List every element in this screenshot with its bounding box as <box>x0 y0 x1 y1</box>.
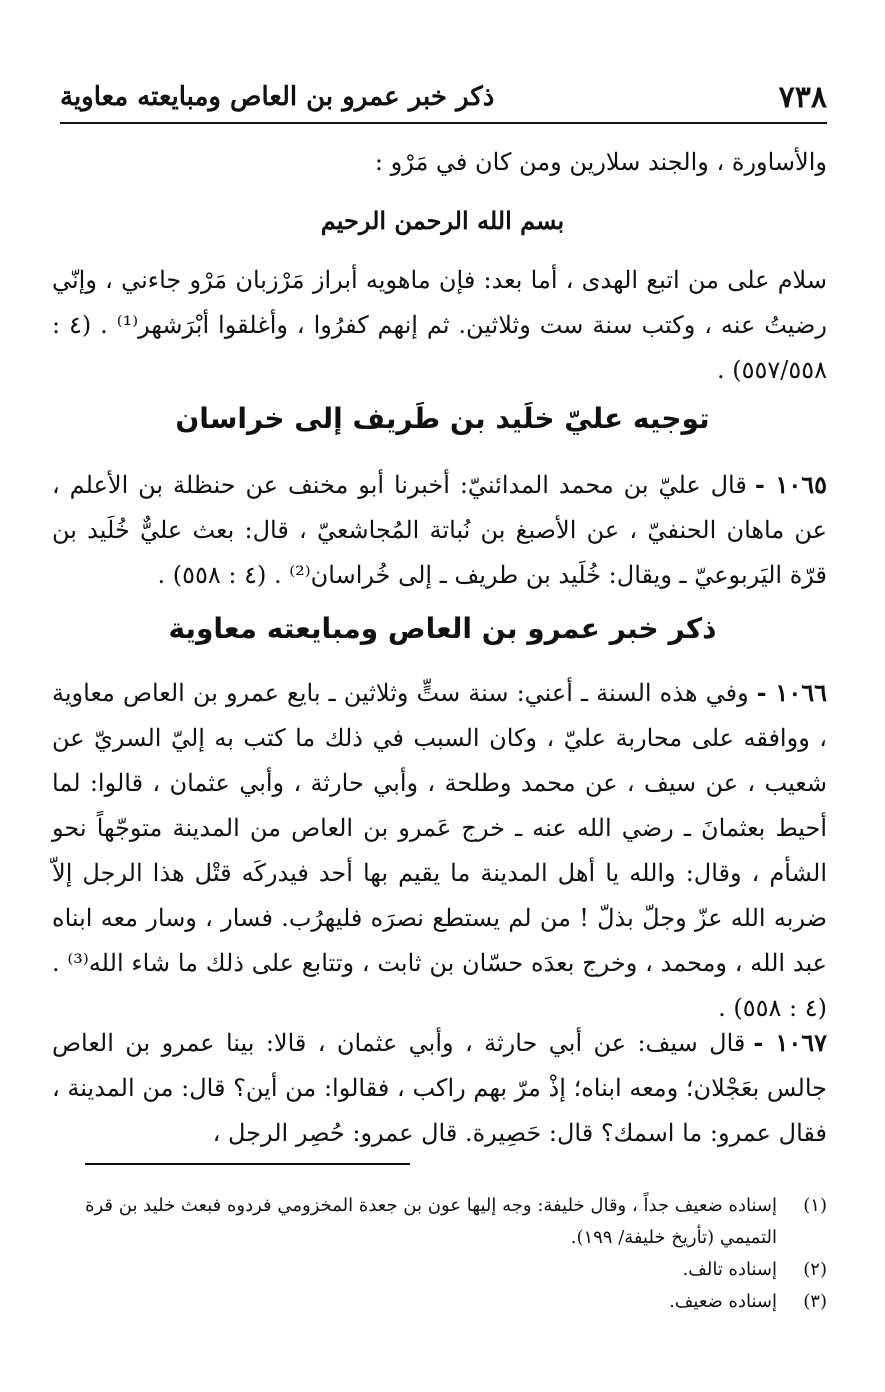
page-number: ٧٣٨ <box>778 80 827 115</box>
section-heading-2: ذكر خبر عمرو بن العاص ومبايعته معاوية <box>168 612 717 645</box>
footnote <box>40 1286 827 1318</box>
narration-1066 <box>52 670 827 1031</box>
page-header <box>60 70 827 118</box>
footnote-text: إسناده ضعيف جداً ، وقال خليفة: وجه إليها عون بن جعدة المخزومي فردوه فبعث خليد بن قرة التميمي (تأريخ خليفة/ ١٩٩). <box>85 1195 777 1248</box>
narration-number: ١٠٦٧ - <box>753 1028 827 1057</box>
narration-number: ١٠٦٥ - <box>754 470 827 499</box>
narration-text: قال عليّ بن محمد المدائنيّ: أخبرنا أبو مخنف عن حنظلة بن الأعلم ، عن ماهان الحنفيّ ، عن الأصبغ بن نُباتة المُجاشعيّ ، قال: بعث عليٌّ خُلَيد بن قرّة اليَربوعيّ ـ ويقال: خُلَيد بن طريف ـ إلى خُراسان⁽²⁾ . (٤ : ٥٥٨) . <box>52 471 827 589</box>
section-heading-1: توجيه عليّ خلَيد بن طَريف إلى خراسان <box>175 402 710 435</box>
narration-1065 <box>52 462 827 598</box>
footnote <box>40 1190 827 1254</box>
footnote <box>40 1254 827 1286</box>
narration-text: وفي هذه السنة ـ أعني: سنة ستٍّ وثلاثين ـ بايع عمرو بن العاص معاوية ، ووافقه على محاربة عليّ ، وكان السبب في ذلك ما كتب به إليّ السريّ عن شعيب ، عن سيف ، عن محمد وطلحة ، وأبي حارثة ، وأبي عثمان ، قالوا: لما أحيط بعثمانَ ـ رضي الله عنه ـ خرج عَمرو بن العاص من المدينة متوجّهاً نحو الشأم ، وقال: والله يا أهل المدينة ما يقيم بها أحد فيدركَه قتْل هذا الرجل إلاّ ضربه الله عزّ وجلّ بذلّ ! من لم يستطع نصرَه فليهرُب. فسار ، وسار معه ابناه عبد الله ، ومحمد ، وخرج بعدَه حسّان بن ثابت ، وتتابع على ذلك ما شاء الله⁽³⁾ . (٤ : ٥٥٨) . <box>52 679 828 1022</box>
narration-number: ١٠٦٦ - <box>756 678 827 707</box>
intro-line <box>52 140 827 185</box>
letter-text: سلام على من اتبع الهدى ، أما بعد: فإن ماهويه أبراز مَرْزبان مَرْو جاءني ، وإنّي رضيتُ عنه ، وكتب سنة ست وثلاثين. ثم إنهم كفرُوا ، وأغلقوا أبْرَشهر⁽¹⁾ . (٤ : ٥٥٧/٥٥٨) . <box>52 266 827 384</box>
footnote-text: إسناده تالف. <box>682 1259 777 1280</box>
footnote-rule <box>85 1163 410 1165</box>
footnote-mark: (١) <box>803 1195 827 1216</box>
narration-text: قال سيف: عن أبي حارثة ، وأبي عثمان ، قالا: بينا عمرو بن العاص جالس بعَجْلان؛ ومعه ابناه؛ إذْ مرّ بهم راكب ، فقالوا: من أين؟ قال: من المدينة ، فقال عمرو: ما اسمك؟ قال: حَصِيرة. قال عمرو: حُصِر الرجل ، <box>52 1029 827 1147</box>
footnote-mark: (٣) <box>803 1291 827 1312</box>
footnote-mark: (٢) <box>803 1259 827 1280</box>
header-rule <box>60 122 827 124</box>
basmala: بسم الله الرحمن الرحيم <box>320 206 565 235</box>
footnote-text: إسناده ضعيف. <box>669 1291 777 1312</box>
running-title: ذكر خبر عمرو بن العاص ومبايعته معاوية <box>60 82 495 112</box>
footnotes <box>40 1190 827 1318</box>
intro-text: والأساورة ، والجند سلارين ومن كان في مَرْو : <box>374 148 827 176</box>
letter-paragraph <box>52 258 827 393</box>
narration-1067 <box>52 1020 827 1156</box>
